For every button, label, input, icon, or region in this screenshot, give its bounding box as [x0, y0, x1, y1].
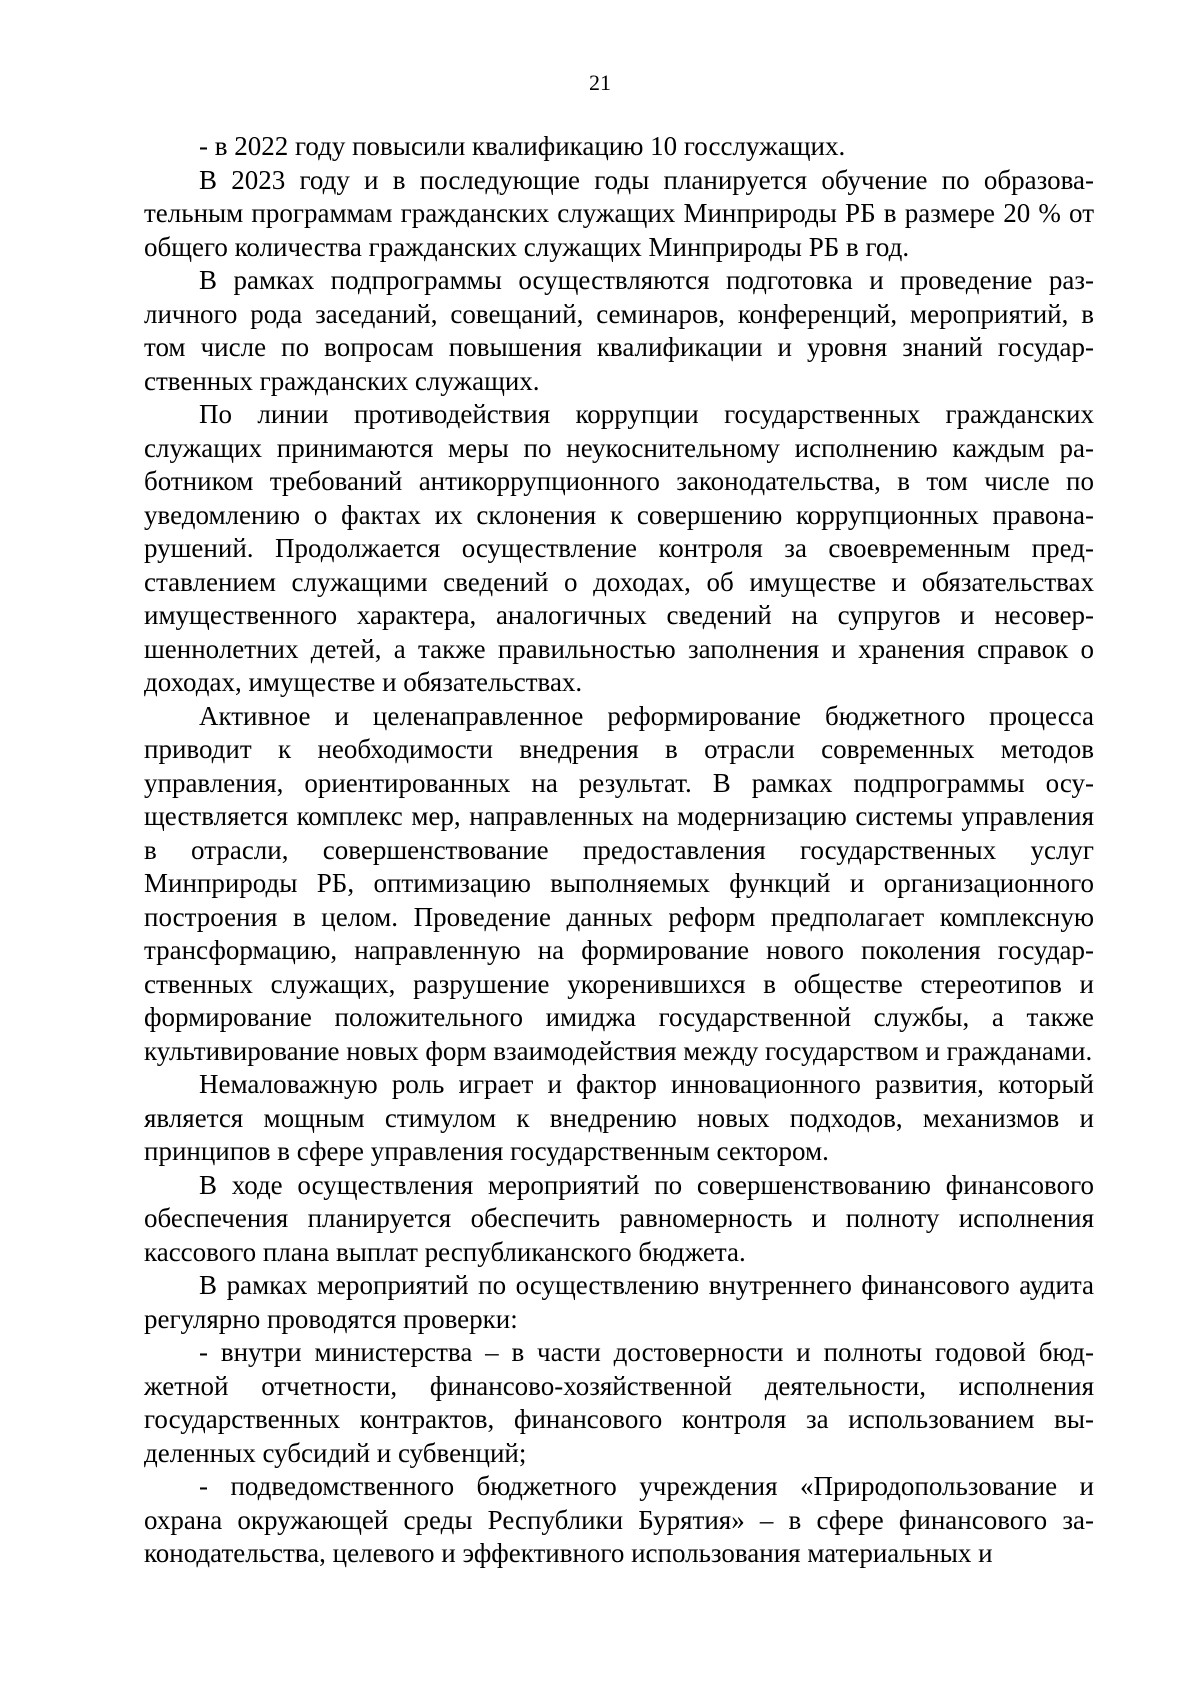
paragraph: - в 2022 году повысили квалификацию 10 госслужащих. [199, 131, 846, 161]
paragraph: В 2023 году и в последующие годы планируется обучение по образовательным программам гражданских служащих Минприроды РБ в размере 20 % от общего количества гражданских служащих Минприроды РБ в год. [144, 164, 1094, 262]
paragraph: - внутри министерства – в части достоверности и полноты годовой бюджетной отчетности, финансово-хозяйственной деятельности, исполнения государственных контрактов, финансового контроля за использованием выделенных субсидий и субвенций; [144, 1337, 1094, 1468]
paragraph: В рамках подпрограммы осуществляются подготовка и проведение различного рода заседаний, совещаний, семинаров, конференций, мероприятий, в том числе по вопросам повышения квалификации и уровня знаний государственных гражданских служащих. [144, 265, 1094, 396]
paragraph: В рамках мероприятий по осуществлению внутреннего финансового аудита регулярно проводятся проверки: [144, 1270, 1094, 1334]
paragraph: Немаловажную роль играет и фактор инновационного развития, который является мощным стимулом к внедрению новых подходов, механизмов и принципов в сфере управления государственным сектором. [144, 1069, 1094, 1166]
paragraph: По линии противодействия коррупции государственных гражданских служащих принимаются меры по неукоснительному исполнению каждым работником требований антикоррупционного законодательства, в том числе по уведомлению о фактах их склонения к совершению коррупционных правонарушений. Продолжается осуществление контроля за своевременным представлением служащими сведений о доходах, об имуществе и обязательствах имущественного характера, аналогичных сведений на супругов и несовершеннолетних детей, а также правильностью заполнения и хранения справок о доходах, имуществе и обязательствах. [144, 399, 1094, 697]
paragraph: - подведомственного бюджетного учреждения «Природопользование и охрана окружающей среды Республики Бурятия» – в сфере финансового законодательства, целевого и эффективного использования материальных и [144, 1471, 1094, 1568]
paragraph: Активное и целенаправленное реформирование бюджетного процесса приводит к необходимости внедрения в отрасли современных методов управления, ориентированных на результат. В рамках подпрограммы осуществляется комплекс мер, направленных на модернизацию системы управления в отрасли, совершенствование предоставления государственных услуг Минприроды РБ, оптимизацию выполняемых функций и организационного построения в целом. Проведение данных реформ предполагает комплексную трансформацию, направленную на формирование нового поколения государственных служащих, разрушение укоренившихся в обществе стереотипов и формирование положительного имиджа государственной службы, а также культивирование новых форм взаимодействия между государством и гражданами. [144, 700, 1094, 1066]
document-body [144, 130, 1094, 1571]
page-number: 21 [589, 70, 611, 95]
paragraph: В ходе осуществления мероприятий по совершенствованию финансового обеспечения планируется обеспечить равномерность и полноту исполнения кассового плана выплат республиканского бюджета. [144, 1169, 1094, 1267]
